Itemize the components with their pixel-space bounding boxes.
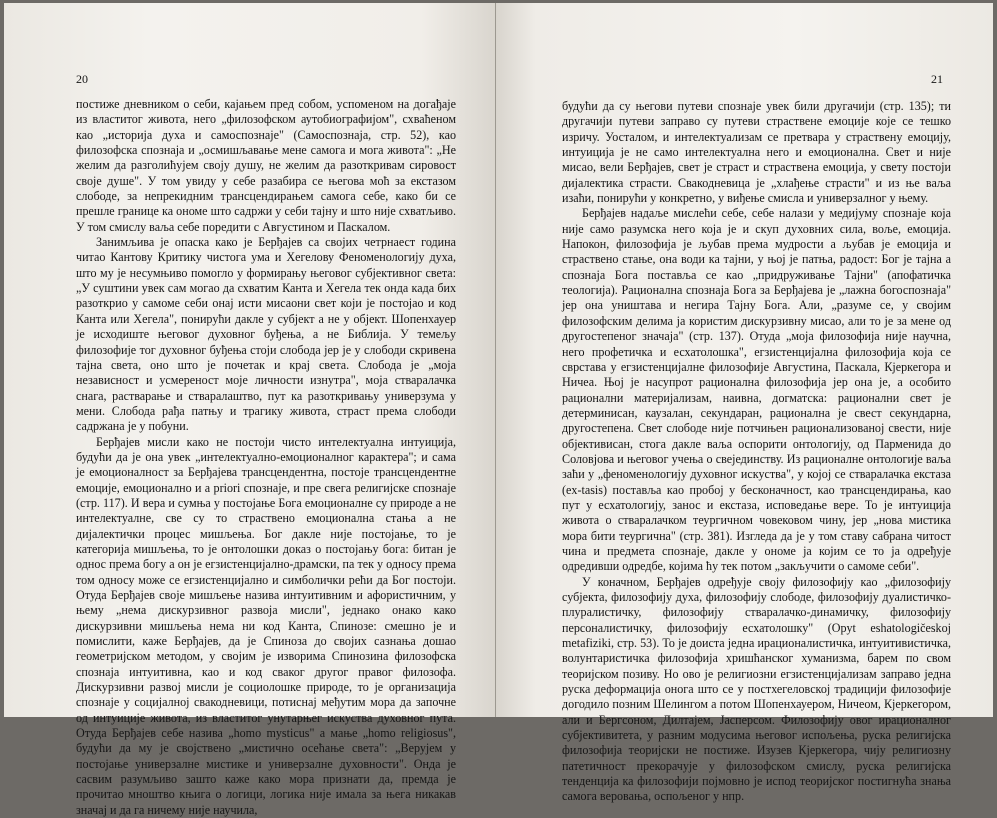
right-page <box>496 3 993 804</box>
left-page <box>4 3 496 817</box>
page-number: 21 <box>931 72 943 86</box>
paragraph: У коначном, Берђајев одређује своју филозофију као „филозофију субјекта, филозофију духа, филозофију слободе, филозофију дуалистичко-плуралистичку, филозофију стваралачко-динамичку, филозофију персоналистичку, филозофију есхатолошку" (Opyt eshatologičeskoj metafiziki, стр. 53). То је доиста једна ирационалистичка, интуитивистичка, волунтаристичка филозофија хришћанског хуманизма, барем по свом теоријском позиву. Но ово је религиозни егзистенцијализам заправо једна руска деформација онога што се у постхегеловској традицији филозофије догодило позним Шелингом а потом Шопенхауером, Ничеом, Кјеркегором, али и Бергсоном, Дилтајем, Јасперсом. Филозофију овог ирационалног субјективитета, у разним модусима његовог испољења, руска религијска филозофија теоријски не постиже. Изузев Кјеркегора, чију религиозну патетичност прекорачује у филозофском смислу, руска религијска тенденција ка филозофији појмовно је испод теоријског постигнућа знања самога веровања, оспољеног у нпр. <box>562 574 951 804</box>
book-spread <box>4 3 993 817</box>
paragraph: Берђајев надаље мислећи себе, себе налази у медијуму спознаје која није само разумска него која је и скуп духовних сила, воље, емоција. Напокон, филозофија је љубав према мудрости а љубав је емоција и страствено стање, она води ка тајни, у њој је патња, радост: Бог је тајна а спознаја Бога постављa се као „придруживање Тајни" (апофатичка теологија). Рационална спознаја Бога за Берђајева је „лажна богоспознаја" јер она уништава и негира Тајну Бога. Али, „разуме се, у својим филозофским делима ја користим дискурзивну мисао, али то је за мене од другостепеног значаја" (стр. 137). Отуда „моја филозофија није научна, него профетичка и есхатолошка", егзистенцијална филозофија која се сврстава у егзистенцијалне филозофије Августина, Паскала, Кјеркегора и Ничеа. Њој је насупрот рационална филозофија јер она је, а особито рационални материјализам, наивна, догматска: рационални свет је детерминисан, каузалан, секундаран, рационална је свест секундарна, другостепена. Свет слободе није потчињен рационализованој свести, није објективисан, стога дакле ваља оспорити онтологију, од Парменида до Соловјова и његовог учења о свејединству. Из рационалне онтологије ваља заћи у „феноменологију духовног искуства", у којој се стваралачка екстаза (ex-tasis) поставља као пробој у бесконачност, као трансцендирања, као пут у есхатологију, занос и екстаза, исповедање вере. То је интуиција живота о стваралачком теургичном човековом чину, јер „нова мистика мора бити теургична" (стр. 381). Изгледа да је у том ставу сабрана читост чина и предмета спознаје, дакле у ономе ја којим се то ја одређује одредивши одредбе, којима ћу тек потом „закључити о самоме себи". <box>562 206 951 574</box>
paragraph: постиже дневником о себи, кајањем пред собом, успоменом на догађаје из властитог живота, него „филозофском аутобиографијом", схваћеном као „историја духа и самоспознаје" (Самоспознаја, стр. 52), као филозофска спознаја и „осмишљавање мене самога и мога живота": „Не желим да разголићујем своју душу, не желим да разоткривам сировост своје душе". У том увиду у себе разабира се његова моћ за екстазом слободе, за непрекидним трансцендирањем самога себе, како би се прешле границе ка ономе што садржи у себи тајну и што није схватљиво. У том смислу ваља себе поредити с Августином и Паскалом. <box>76 97 456 234</box>
left-page-text <box>76 97 456 818</box>
right-page-text <box>562 99 951 805</box>
page-number: 20 <box>76 72 88 86</box>
paragraph: Занимљива је опаска како је Берђајев са својих четрнаест година читао Кантову Критику чистога ума и Хегелову Феноменологију духа, што му је несумњиво помогло у формирању његовог субјективног света: „У суштини увек сам могао да схватим Канта и Хегела тек онда када бих разоткрио у самоме себи онај исти мисаони свет који је постојао и код Канта или Хегела", понирући дакле у субјект а не у објект. Шопенхауер је исходиште његовог духовног буђења, а не Библија. У темељу филозофије тог духовног буђења стоји слобода јер је у слободи скривена тајна света, оно што је почетак и крај света. Слобода је „моја независност и усмереност моје личности изнутра", моја стваралачка снага, растварање и стваралаштво, пут ка разоткривању универзума у мени. Слобода рађа патњу и трагику живота, страст према слободи садржана је у побуни. <box>76 235 456 434</box>
paragraph: будући да су његови путеви спознаје увек били другачији (стр. 135); ти другачији путеви заправо су путеви страствене емоције које се тешко изричу. Уосталом, и интелектуализам се претвара у страствену емоцију, интуиција је не само интелектуална него и емоционална. Свет и није мисао, вели Берђајев, свет је страст и страствена емоција, у свету постоји дијалектика страсти. Свакодневица је „хлађење страсти" и из ње ваља изаћи, понирући у конкретно, у виђење смисла и универзалног у њему. <box>562 99 951 206</box>
paragraph: Берђајев мисли како не постоји чисто интелектуална интуиција, будући да је она увек „интелектуално-емоционалног карактера"; и сама је емоционалност за Берђајева трансцендентна, постоје трансцендентне емоције, емоционално и a priori спознаје, и пре свега религијске спознаје (стр. 117). И вера и сумња у постојање Бога емоционалне су природе а не интелектуалне, све су то страствено емоционална стања а не дијалектички процес мишљења. Бог дакле није постојање, то је категорија мишљења, то је онтолошки доказ о постојању бога: битан је однос према богу а он је егзистенцијално-драмски, па тек у односу према том односу може се егзистенцијално и симболички рећи да Бог постоји. Отуда Берђајев своје мишљење назива интуитивним и афористичним, у њему „нема дискурзивног развоја мисли", једнако онако како дискурзивни мишљења нема ни код Канта, Спинозе: смешно је и помислити, каже Берђајев, да је Спиноза до својих сазнања дошао геометријском методом, у својим је изворима Спинозина филозофска спознаја интуитивна, као и код сваког другог правог филозофа. Дискурзивни развој мисли је социолошке природе, то је организација спознаје у социјалној свакодневици, потиснај међутим мора да започне од интуиције живота, из властитог унутарњег искуства духовног пута. Отуда Берђајев себе назива „homo mysticus" а мање „homo religiosus", будући да му је својствено „мистично осећање света": „Верујем у постојање универзалне мистике и универзалне духовности". Онда је сасвим разумљиво зашто каже како мора признати да, премда је прочитао мноштво књига о логици, логика није имала за њега никакав значај и да га ничему није научила, <box>76 434 456 817</box>
